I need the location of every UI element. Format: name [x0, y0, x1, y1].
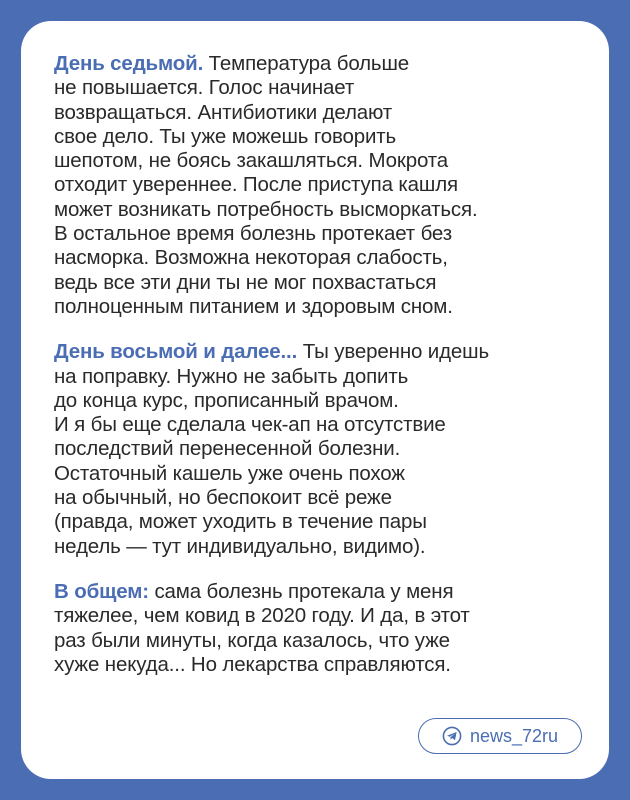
text-line: может возникать потребность высморкаться.: [54, 197, 478, 221]
text-line: раз были минуты, когда казалось, что уже: [54, 628, 450, 652]
text-line: насморка. Возможна некоторая слабость,: [54, 246, 448, 270]
paragraph-heading: День восьмой и далее...: [54, 340, 298, 364]
paragraph-day-eight: [54, 340, 594, 559]
text-line: В остальное время болезнь протекает без: [54, 222, 452, 246]
article-text: [54, 52, 594, 698]
channel-badge[interactable]: [418, 718, 582, 754]
text-line: хуже некуда... Но лекарства справляются.: [54, 652, 451, 676]
paragraph-first-line: День восьмой и далее... Ты уверенно идешь: [54, 340, 489, 364]
paragraph-summary: [54, 580, 594, 677]
text-line: (правда, может уходить в течение пары: [54, 510, 427, 534]
text-line: шепотом, не боясь закашляться. Мокрота: [54, 149, 449, 173]
text-line: отходит увереннее. После приступа кашля: [54, 173, 458, 197]
telegram-icon: [442, 726, 462, 746]
text-line: на поправку. Нужно не забыть допить: [54, 364, 409, 388]
text-line: свое дело. Ты уже можешь говорить: [54, 124, 397, 148]
text-line: не повышается. Голос начинает: [54, 76, 355, 100]
text-line: тяжелее, чем ковид в 2020 году. И да, в этот: [54, 604, 470, 628]
paragraph-day-seven: [54, 52, 594, 319]
text-line: недель — тут индивидуально, видимо).: [54, 534, 426, 558]
text-line: возвращаться. Антибиотики делают: [54, 100, 393, 124]
text-line: ведь все эти дни ты не мог похвастаться: [54, 270, 437, 294]
paragraph-heading: В общем:: [54, 579, 149, 603]
paragraph-heading: День седьмой.: [54, 52, 204, 75]
text-line: Остаточный кашель уже очень похож: [54, 461, 405, 485]
text-line: последствий перенесенной болезни.: [54, 437, 401, 461]
text-line: полноценным питанием и здоровым сном.: [54, 294, 453, 318]
text-line: до конца курс, прописанный врачом.: [54, 388, 399, 412]
content-card: [21, 21, 609, 779]
text-line: И я бы еще сделала чек-ап на отсутствие: [54, 413, 446, 437]
channel-name: news_72ru: [469, 725, 559, 746]
text-line: на обычный, но беспокоит всё реже: [54, 486, 392, 510]
paragraph-first-line: В общем: сама болезнь протекала у меня: [54, 579, 454, 603]
paragraph-first-line: День седьмой. Температура больше: [54, 52, 410, 75]
